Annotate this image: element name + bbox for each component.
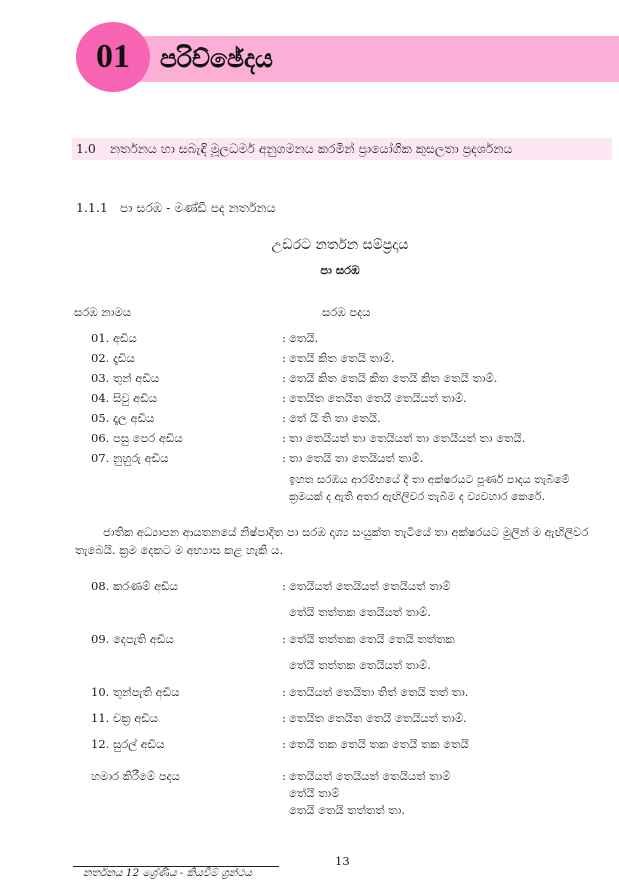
separator: :	[282, 431, 286, 445]
subsection-title: පා සරඹ - මණ්ඩි පද නර්තනය	[119, 200, 276, 215]
exercise-pada: තෙයියත් තෙයිතා තිත් තෙයි තත් තා.	[289, 685, 469, 699]
separator: :	[282, 579, 286, 593]
exercise-pada: තෙයිත තෙයිත තෙයි තෙයියත් තාම්.	[289, 391, 467, 405]
chapter-number: 01	[96, 38, 130, 75]
note-line: ක්‍රමයක් ද ඇති අතර ඇඟිලිවර තැබීම ද ව්‍යවහාර කෙරේ.	[289, 490, 546, 503]
footer-book-title: නර්තනය 12 ශ්‍රේණිය - කියවීම් ග්‍රන්ථය	[83, 867, 252, 879]
exercise-pada: තෙයියත් තෙයියත් තෙයියත් තාම්	[289, 769, 451, 783]
section-heading	[76, 139, 512, 159]
exercise-pada: තෙයි කිත තෙයි කිත තෙයි කිත තෙයි තාම්.	[289, 371, 498, 385]
section-number: 1.0	[76, 141, 96, 156]
exercise-name: 12. සුරල් අඩිය	[91, 737, 165, 751]
exercise-pada: තෙයි තක තෙයි තක තෙයි තක තෙයි	[289, 737, 469, 751]
exercise-pada: තෙයිත තෙයිත තෙයි තෙයියත් තාම්.	[289, 711, 467, 725]
exercise-name: 10. තුන්පැති අඩිය	[91, 685, 180, 699]
exercise-pada: තේයි තත්තක තෙයියත් තාම්.	[289, 605, 431, 619]
separator: :	[282, 769, 286, 783]
exercise-name: 08. කරණම් අඩිය	[91, 579, 178, 593]
exercise-pada: තා තෙයියත් තා තෙයියත් තා තෙයියත් තා තෙයි.	[289, 431, 526, 445]
separator: :	[282, 711, 286, 725]
separator: :	[282, 391, 286, 405]
section-title: නර්තනය හා සබැඳි මූලධර්ම අනුගමනය කරමින් ප්‍රායෝගික කුසලතා ප්‍රදර්ශනය	[109, 141, 513, 156]
tradition-subtitle: පා සරඹ	[320, 263, 360, 277]
exercise-name: 01. අඩිය	[91, 331, 137, 345]
chapter-number-badge	[76, 22, 150, 92]
exercise-pada: තේ යි ති තා තෙයි.	[289, 411, 381, 425]
subsection-heading	[76, 200, 276, 216]
note-line: ඉහත සරඹය ආරම්භයේ දී තා අක්ෂරයට පූර්ණ පාදය තැබීමේ	[289, 473, 570, 486]
exercise-pada: තෙයි තෙයි තත්තත් තා.	[289, 803, 405, 817]
exercise-name: 07. නුහුරු අඩිය	[91, 451, 169, 465]
body-paragraph: ජාතික අධ්‍යාපන ආයතනයේ නිෂ්පාදිත පා සරඹ දෘශ්‍ය සංයුක්ත තැටියේ තා අක්ෂරයට මුලින් ම ඇඟිලිවර තැබෙයි. ක්‍රම දෙකට ම අභ්‍යාස කළ හැකි ය.	[75, 525, 589, 557]
exercise-pada: තෙයි කිත තෙයි තාම්.	[289, 351, 395, 365]
exercise-pada: තේයි තත්තක තෙයියත් තාම්.	[289, 658, 431, 672]
exercise-name: 02. දෑඩිය	[91, 351, 135, 365]
separator: :	[282, 632, 286, 646]
exercise-pada: තේයි තත්තක තෙයි තෙයි තත්තක	[289, 632, 455, 646]
chapter-title: පරිච්ඡේදය	[160, 44, 274, 73]
tradition-title: උඩරට නර්තන සම්ප්‍රදාය	[271, 237, 409, 253]
page-number: 13	[335, 854, 350, 868]
exercise-name: 05. දෑල අඩිය	[91, 411, 155, 425]
exercise-name: 11. චක්‍ර අඩිය	[91, 711, 159, 725]
exercise-pada: තෙයි.	[289, 331, 319, 345]
exercise-pada: තේයි තාම්	[289, 786, 340, 800]
separator: :	[282, 451, 286, 465]
column-header-pada: සරඹ පදය	[322, 305, 371, 319]
exercise-name: 03. තුන් අඩිය	[91, 371, 160, 385]
exercise-name: 06. පසු පෙර අඩිය	[91, 431, 183, 445]
separator: :	[282, 737, 286, 751]
exercise-name: 09. දෙපැති අඩිය	[91, 632, 174, 646]
separator: :	[282, 351, 286, 365]
separator: :	[282, 371, 286, 385]
exercise-name: 04. සිවු අඩිය	[91, 391, 158, 405]
subsection-number: 1.1.1	[76, 200, 108, 215]
separator: :	[282, 331, 286, 345]
column-header-name: සරඹ නාමය	[74, 305, 132, 319]
exercise-name: හමාර කිරීමේ පදය	[91, 769, 180, 783]
separator: :	[282, 685, 286, 699]
separator: :	[282, 411, 286, 425]
exercise-pada: තෙයියත් තෙයියත් තෙයියත් තාම්	[289, 579, 451, 593]
exercise-pada: තා තෙයි තා තෙයියත් තාම්.	[289, 451, 424, 465]
